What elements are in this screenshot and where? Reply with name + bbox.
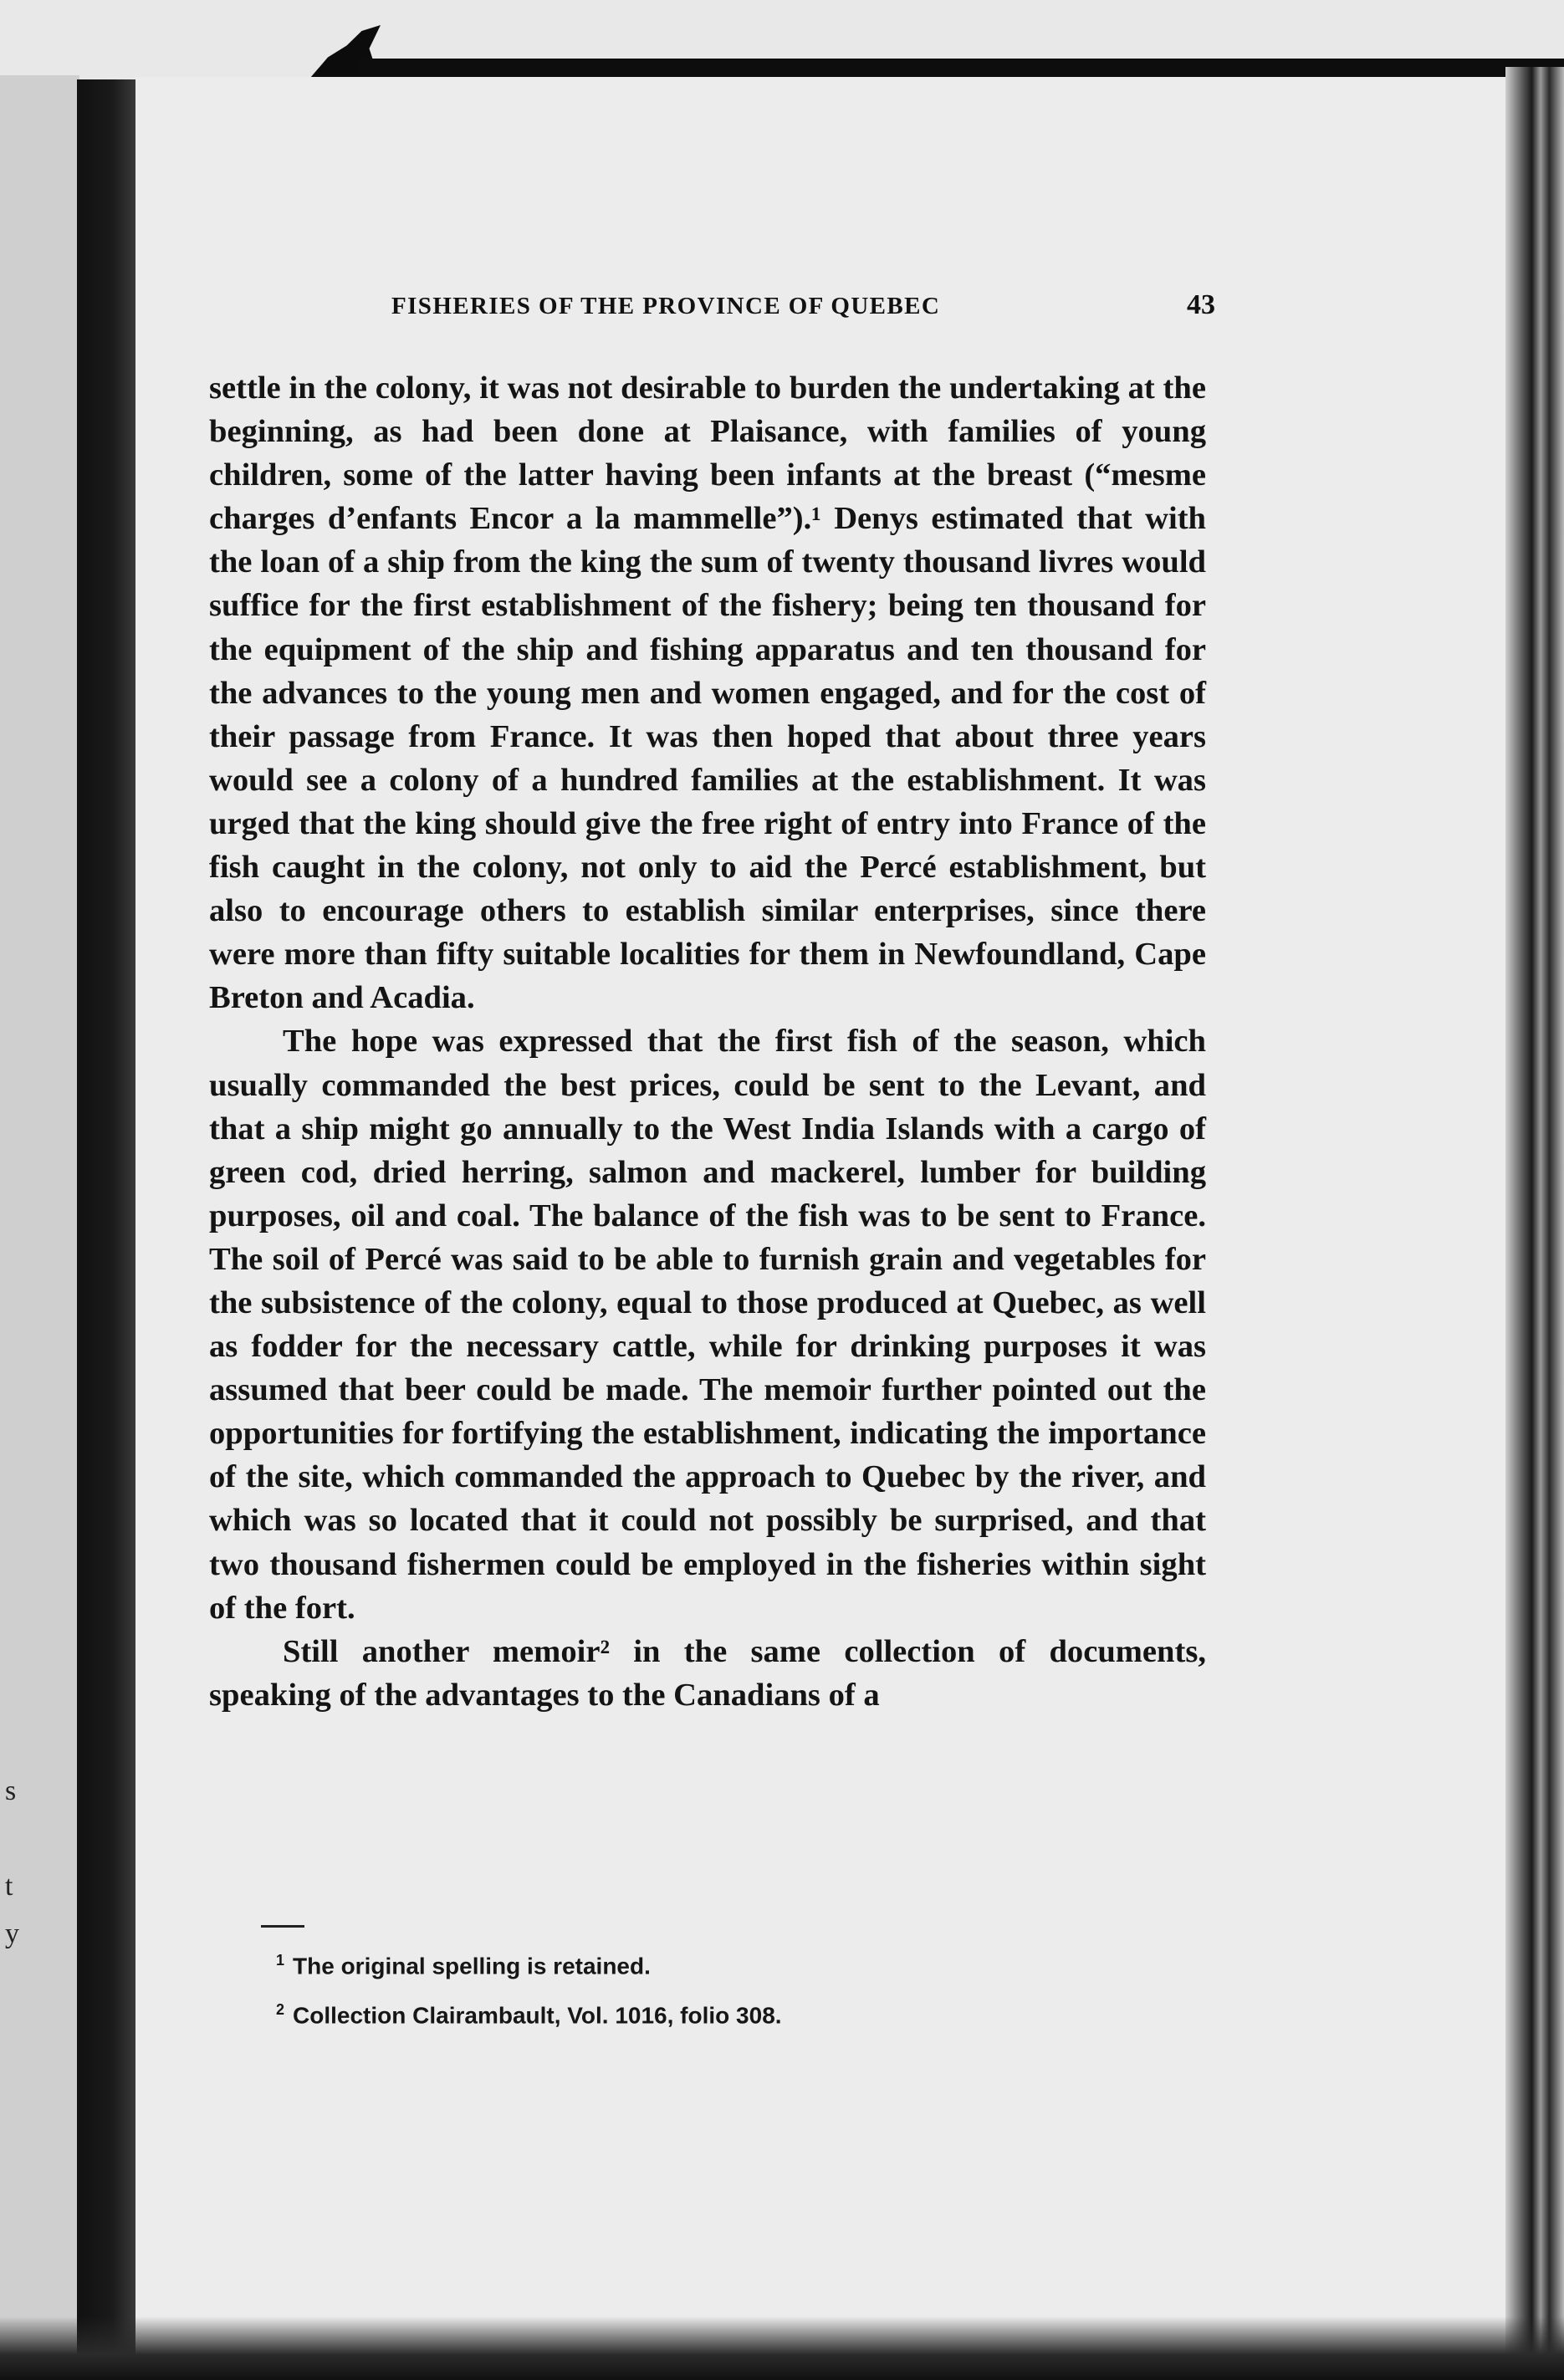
facing-page-glyph: t [5, 1871, 13, 1902]
facing-page-glyph: y [5, 1918, 19, 1949]
footnotes [276, 1938, 1196, 2038]
running-head: FISHERIES OF THE PROVINCE OF QUEBEC [391, 293, 941, 319]
paragraph: Still another memoir² in the same collection of documents, speaking of the advantages to the Canadians of a [209, 1633, 1206, 1713]
footnote-number: 2 [276, 2001, 285, 2019]
scan-bottom-shadow [0, 2316, 1564, 2380]
paragraph: settle in the colony, it was not desirable to burden the undertaking at the beginning, as had been done at Plaisance, with families of young children, some of the latter having been infants at the breast (“mesme charges d’enfants Encor a la mammelle”).¹ Denys estimated that with the loan of a ship from the king the sum of twenty thousand livres would suffice for the first establishment of the fishery; being ten thousand for the equipment of the ship and fishing apparatus and ten thousand for the advances to the young men and women engaged, and for the cost of their passage from France. It was then hoped that about three years would see a colony of a hundred families at the establishment. It was urged that the king should give the free right of entry into France of the fish caught in the colony, not only to aid the Percé establishment, but also to encourage others to establish similar enterprises, since there were more than fifty suitable localities for them in Newfoundland, Cape Breton and Acadia. [209, 370, 1206, 1016]
footnote-text: The original spelling is retained. [293, 1953, 651, 1979]
page-header [391, 289, 1215, 320]
page-number: 43 [1187, 289, 1215, 320]
paragraph: The hope was expressed that the first fish of the season, which usually commanded the best prices, could be sent to the Levant, and that a ship might go annually to the West India Islands with a cargo of green cod, dried herring, salmon and mackerel, lumber for building purposes, oil and coal. The balance of the fish was to be sent to France. The soil of Percé was said to be able to furnish grain and vegetables for the subsistence of the colony, equal to those produced at Quebec, as well as fodder for the necessary cattle, while for drinking purposes it was assumed that beer could be made. The memoir further pointed out the opportunities for fortifying the establishment, indicating the importance of the site, which commanded the approach to Quebec by the river, and which was so located that it could not possibly be surprised, and that two thousand fishermen could be employed in the fisheries within sight of the fort. [209, 1024, 1206, 1626]
body-text [209, 366, 1206, 1717]
book-gutter-shadow [77, 79, 135, 2380]
footnote-text: Collection Clairambault, Vol. 1016, folio 308. [293, 2002, 782, 2029]
facing-page-glyph: s [5, 1775, 17, 1806]
footnote [276, 1938, 1196, 1988]
footnote [276, 1988, 1196, 2037]
facing-page-edge [0, 75, 79, 2380]
page-stack-edge [1505, 67, 1564, 2380]
footnote-rule [261, 1925, 304, 1928]
footnote-number: 1 [276, 1952, 285, 1969]
